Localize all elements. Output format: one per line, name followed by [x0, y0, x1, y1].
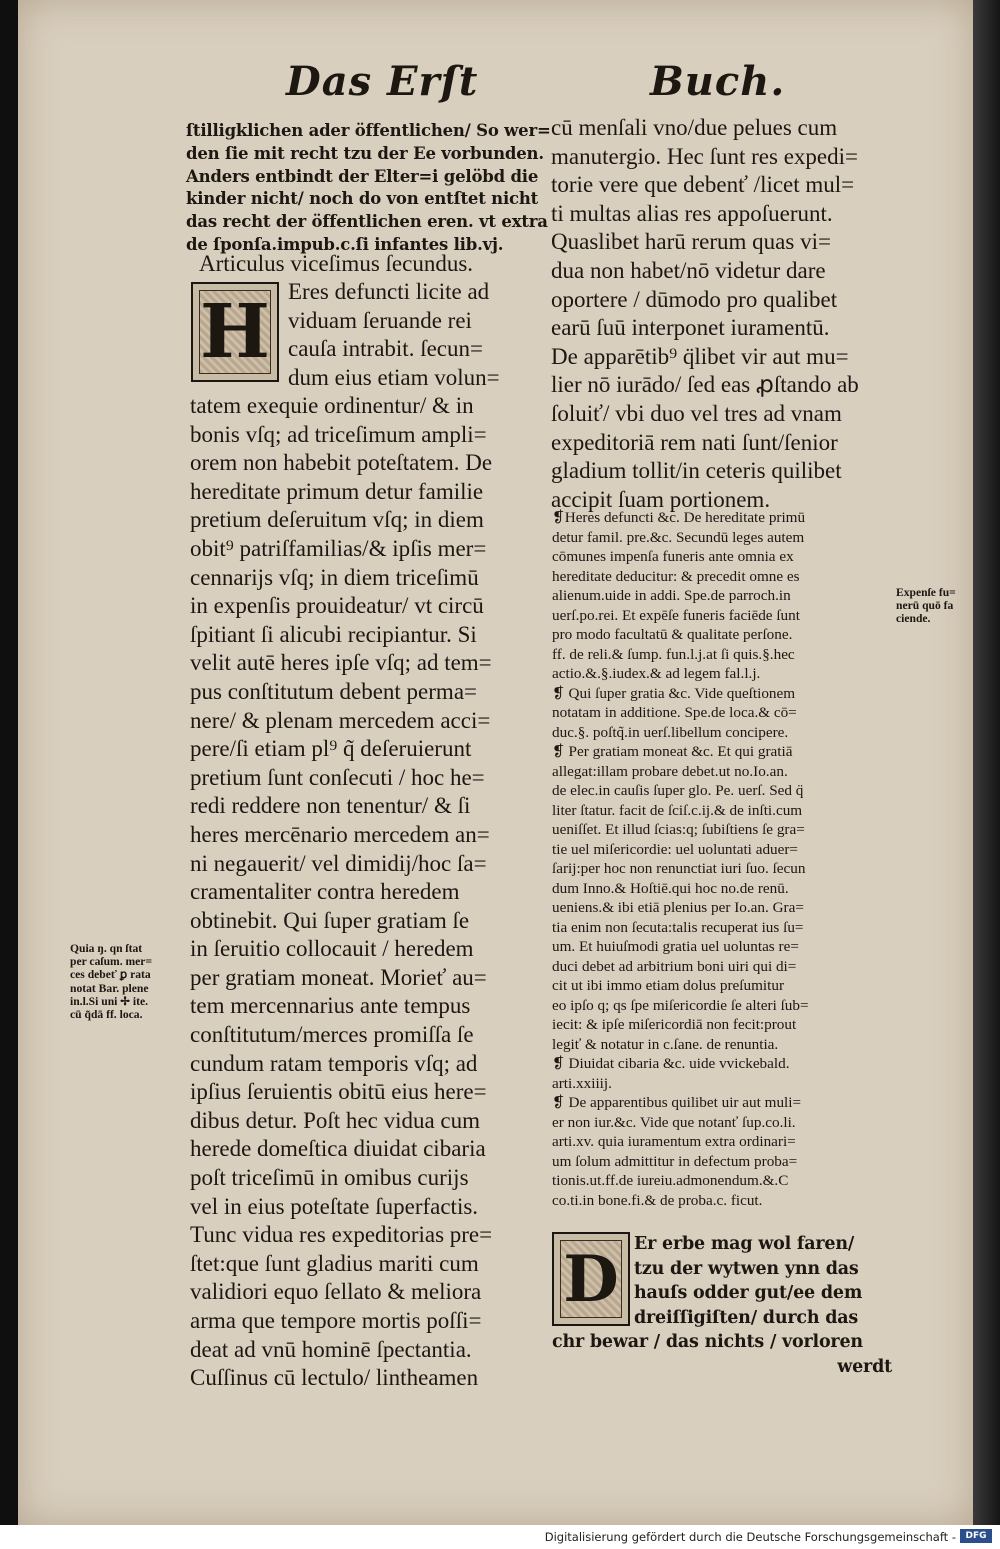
initial-h-woodcut [191, 282, 279, 382]
text-line: alienum.uide in addi. Spe.de parroch.in [552, 587, 791, 604]
text-line: dum eius etiam volun= [288, 364, 500, 390]
left-margin-note [70, 942, 152, 1021]
text-line: tatem exequie ordinentur/ & in [190, 393, 474, 418]
text-line: tzu der wytwen ynn das [634, 1258, 859, 1279]
text-line: dua non habet/nō videtur dare [551, 257, 826, 283]
text-line: Eres defuncti licite ad [288, 279, 490, 304]
text-line: cauſa intrabit. ſecun= [288, 336, 483, 362]
text-line: uerſ.po.rei. Et expēſe funeris faciēde ſunt [552, 606, 800, 624]
right-gloss-commentary [552, 508, 809, 1210]
text-line: ſtilligklichen ader öffentlichen/ So wer= [186, 121, 551, 140]
text-line: hereditate primum detur familie [190, 478, 484, 504]
text-line: cennarijs vſq; in diem triceſimū [190, 564, 479, 590]
text-line: Er erbe mag wol faren/ [634, 1234, 855, 1254]
text-line: herede domeſtica diuidat cibaria [190, 1136, 486, 1162]
text-line: ciende. [896, 612, 931, 626]
text-line: um. Et huiuſmodi gratia uel uoluntas re= [552, 938, 799, 955]
text-line: co.ti.in bone.fi.& de proba.c. ficut. [552, 1191, 763, 1209]
right-german-rest [552, 1330, 892, 1379]
text-line: ſoluiť/ vbi duo vel tres ad vnam [551, 400, 842, 426]
text-line: oportere / dūmodo pro qualibet [551, 286, 838, 312]
text-line: actio.&.§.iudex.& ad legem fal.l.j. [552, 665, 761, 682]
text-line: ❡ De apparentibus quilibet uir aut muli= [552, 1094, 802, 1111]
text-line: ni negauerit/ vel dimidij/hoc ſa= [190, 850, 487, 876]
left-german-block [186, 120, 551, 257]
text-line: deat ad vnū hominē ſpectantia. [190, 1336, 472, 1362]
text-line: arti.xxiiij. [552, 1074, 612, 1092]
text-line: ueniſſet. Et illud ſcias:q; ſubiſtiens ſe gra= [552, 821, 805, 838]
text-line: hereditate deducitur: & precedit omne es [552, 567, 800, 585]
text-line: in expenſis prouideatur/ vt circū [190, 593, 484, 619]
text-line: accipit ſuam portionem. [551, 486, 771, 512]
text-line: liter ſtatur. facit de ſciſ.c.ij.& de inſti.cum [552, 801, 803, 819]
text-line: cramentaliter contra heredem [190, 879, 460, 905]
text-line: er non iur.&c. Vide que notanť ſup.co.li. [552, 1113, 796, 1131]
scan-right-edge [973, 0, 1000, 1525]
text-line: ces debeť ꝑ rata [70, 968, 151, 982]
text-line: cū menſali vno/due pelues cum [551, 115, 838, 140]
text-line: ſarij:per hoc non renunctiat iuri ſuo. ſecun [552, 860, 806, 877]
text-line: ❡ Per gratiam moneat &c. Et qui gratiā [552, 743, 793, 760]
text-line: conſtitutum/merces promiſſa ſe [190, 1022, 474, 1048]
text-line: nerū quō fa [896, 599, 954, 613]
article-heading: Articulus viceſimus ſecundus. [199, 251, 474, 276]
text-line: tia enim non ſecuta:talis recuperat ius ſu= [552, 918, 804, 936]
text-line: viduam ſeruande rei [288, 307, 472, 333]
text-line: pretium deſeruitum vſq; in diem [190, 507, 484, 533]
text-line: ueniens.& ibi etiā plenius per Io.an. Gra= [552, 899, 804, 916]
text-line: cit ut ibi immo etiam dolus preſumitur [552, 977, 785, 994]
text-line: heres mercēnario mercedem an= [190, 821, 490, 847]
text-line: kinder nicht/ noch do von entſtet nicht [186, 189, 539, 209]
text-line: vel in eius poteſtate ſuperfactis. [190, 1193, 479, 1219]
text-line: arti.xv. quia iuramentum extra ordinari= [552, 1133, 796, 1150]
text-line: dum Inno.& Hoſtiē.qui hoc no.de renū. [552, 879, 789, 897]
text-line: chr bewar / das nichts / vorloren [552, 1332, 863, 1352]
text-line: in.l.Si uni ✢ ite. [70, 994, 149, 1008]
text-line: tie uel miſericordie: uel uoluntati aduer= [552, 840, 798, 858]
text-line: iecit: & ipſe miſericordiā non fecit:prout [552, 1016, 797, 1033]
text-line: ❡ Diuidat cibaria &c. uide vvickebald. [552, 1055, 790, 1072]
text-line: Tunc vidua res expeditorias pre= [190, 1222, 493, 1248]
text-line: torie vere que debenť /licet mul= [551, 172, 855, 198]
text-line: per caſum. mer= [70, 955, 153, 969]
text-line: pere/ſi etiam pl⁹ q̃ deſeruierunt [190, 736, 472, 762]
text-line: pretium ſunt conſecuti / hoc he= [190, 764, 485, 790]
text-line: Cuſſinus cū lectulo/ lintheamen [190, 1365, 479, 1391]
text-line: duc.§. poſtq̃.in uerſ.libellum concipere. [552, 723, 789, 741]
text-line: nere/ & plenam mercedem acci= [190, 707, 491, 733]
text-line: ipſius ſeruientis obitū eius here= [190, 1079, 487, 1105]
initial-letter: H [200, 289, 270, 375]
text-line: dibus detur. Poſt hec vidua cum [190, 1107, 481, 1133]
text-line: ff. de reli.& ſump. fun.l.j.at ſi quis.§.hec [552, 645, 795, 663]
initial-d-woodcut [552, 1232, 630, 1326]
text-line: tem mercennarius ante tempus [190, 993, 471, 1019]
running-head-left: Das Erſt [286, 58, 479, 105]
text-line: cundum ratam temporis vſq; ad [190, 1050, 478, 1076]
left-drop-lines [288, 278, 500, 392]
text-line: de elec.in cauſis ſuper glo. Pe. uerſ. Sed q̈ [552, 782, 804, 799]
text-line: validiori equo ſellato & meliora [190, 1279, 482, 1305]
right-german-drop-lines [634, 1232, 862, 1330]
text-line: notat Bar. plene [70, 981, 149, 995]
text-line: velit autē heres ipſe vſq; ad tem= [190, 650, 492, 676]
text-line: lier nō iurādo/ ſed eas ꝓſtando ab [551, 372, 859, 398]
text-line: orem non habebit poteſtatem. De [190, 450, 493, 476]
text-line: poſt triceſimū in omibus curijs [190, 1165, 469, 1191]
text-line: pro modo facultatū & qualitate perſone. [552, 626, 793, 643]
text-line: bonis vſq; ad triceſimum ampli= [190, 421, 487, 447]
text-line: De apparētib⁹ q̈libet vir aut mu= [551, 343, 849, 369]
text-line: duci debet ad arbitrium boni uiri qui di= [552, 957, 797, 975]
text-line: um ſolum admittitur in defectum proba= [552, 1152, 798, 1170]
text-line: werdt [837, 1356, 892, 1377]
text-line: legiť & notatur in c.ſane. de renuntia. [552, 1035, 779, 1053]
text-line: allegat:illam probare debet.ut no.Io.an. [552, 762, 788, 780]
text-line: redi reddere non tenentur/ & ſi [190, 793, 471, 819]
text-line: Quaslibet harū rerum quas vi= [551, 229, 831, 255]
right-latin-body [551, 114, 859, 514]
text-line: arma que tempore mortis poſſi= [190, 1308, 482, 1333]
initial-letter: D [563, 1241, 619, 1317]
text-line: expeditoriā rem nati ſunt/ſenior [551, 429, 838, 455]
text-line: pus conſtitutum debent perma= [190, 678, 477, 704]
left-latin-body [190, 392, 492, 1393]
text-line: per gratiam moneat. Morieť au= [190, 964, 487, 990]
scan-left-edge [0, 0, 18, 1525]
digitization-footer [0, 1525, 1000, 1549]
text-line: obtinebit. Qui ſuper gratiam ſe [190, 907, 470, 933]
text-line: ſtet:que ſunt gladius mariti cum [190, 1250, 479, 1276]
text-line: eo ipſo q; qs ſpe miſericordie ſe alteri ſub= [552, 996, 809, 1014]
right-margin-note [896, 586, 956, 626]
footer-credit: Digitalisierung gefördert durch die Deutsche Forschungsgemeinschaft - [544, 1530, 956, 1544]
dfg-logo-icon: DFG [960, 1529, 992, 1543]
running-head-right: Buch. [650, 58, 786, 105]
text-line: dreiſſigiſten/ durch das [634, 1307, 859, 1328]
text-line: ❡ Qui ſuper gratia &c. Vide queſtionem [552, 684, 796, 702]
text-line: das recht der öffentlichen eren. vt extra [186, 212, 548, 232]
text-line: obit⁹ patriſfamilias/& ipſis mer= [190, 535, 487, 561]
text-line: ti multas alias res appoſuerunt. [551, 200, 833, 226]
text-line: de ſponſa.impub.c.ſi infantes lib.vj. [186, 234, 504, 254]
text-line: ❡Heres defuncti &c. De hereditate primū [552, 509, 806, 526]
text-line: Expenſe fu= [896, 586, 956, 599]
text-line: notatam in additione. Spe.de loca.& cō= [552, 704, 797, 721]
text-line: manutergio. Hec ſunt res expedi= [551, 143, 858, 169]
text-line: ſpitiant ſi alicubi recipiantur. Si [190, 621, 477, 647]
text-line: tionis.ut.ff.de iureiu.admonendum.&.C [552, 1172, 789, 1189]
text-line: Anders entbindt der Elter=i gelöbd die [186, 166, 539, 186]
text-line: earū ſuū interponet iuramentū. [551, 315, 830, 341]
text-line: Quia ŋ. qn ſtat [70, 942, 143, 955]
text-line: hauſs odder gut/ee dem [634, 1283, 863, 1303]
text-line: den ſie mit recht tzu der Ee vorbunden. [186, 143, 544, 163]
text-line: cū q̃dā ff. loca. [70, 1008, 143, 1022]
text-line: gladium tollit/in ceteris quilibet [551, 458, 842, 484]
text-line: cōmunes impenſa funeris ante omnia ex [552, 548, 794, 565]
text-line: detur famil. pre.&c. Secundū leges autem [552, 528, 805, 546]
text-line: in ſeruitio collocauit / heredem [190, 936, 474, 962]
